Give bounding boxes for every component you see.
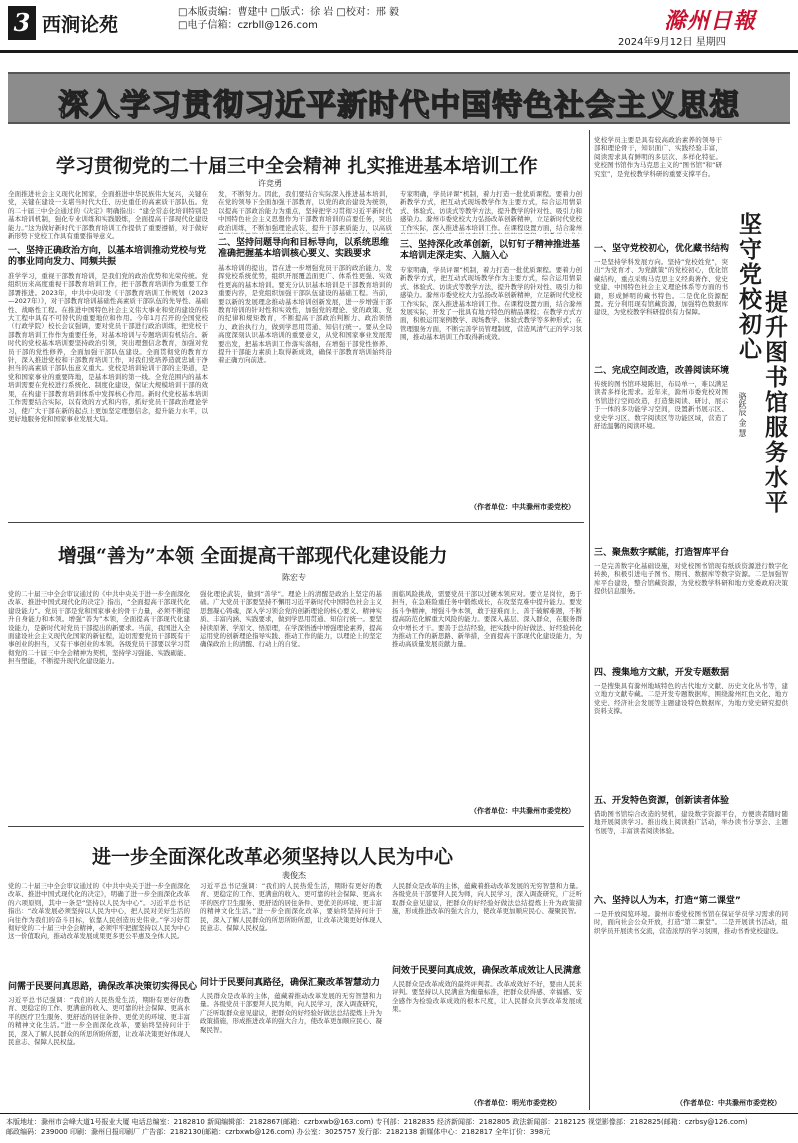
- article-3-body: 习近平总书记强调：“我们的人民热爱生活，期盼有更好的教育、更稳定的工作、更满意的收入、更可靠的社会保障、更高水平的医疗卫生服务、更舒适的居住条件、更优美的环境、更丰富的精神文化生活。”进一步全面深化改革，要始终坚持问计于民，深入了解人民群众的所思所盼所愿，让改革决策更好体现人民意志、保障人民权益。: [200, 882, 382, 933]
- article-1-title: 学习贯彻党的二十届三中全会精神 扎实推进基本培训工作: [56, 155, 538, 177]
- article-4-subhead-3: 三、聚焦数字赋能，打造智库平台: [594, 548, 730, 558]
- article-1-body: 全面推进社会主义现代化国家，全面推进中华民族伟大复兴，关键在党，关键在建设一支堪当时代大任、历史重任的高素质干部队伍。党的二十届三中全会通过的《决定》明确指出：“建全常态化培训特别是基本培训机制，强化专业训练和实践锻炼，全面提高干部现代化建设能力。”这为做好新时代干部教育培训工作提供了重要遵循，对于做好新形势下党校工作具有重要指导意义。: [8, 190, 208, 241]
- article-2-note: （作者单位：中共滁州市委党校）: [470, 807, 575, 815]
- header-rule: [0, 50, 798, 53]
- staff-line: □本版责编：曹建中 □版式：徐 岩 □校对：邢 毅: [178, 7, 400, 18]
- page-section-name: 西涧论苑: [42, 14, 119, 36]
- headline-banner: [8, 72, 790, 124]
- article-4-author: 骆跃辰 金 慧: [738, 392, 747, 438]
- article-3-body: 党的二十届三中全会审议通过的《中共中央关于进一步全面深化改革、推进中国式现代化的决定》，明确了进一步全面深化改革的六项原则，其中一条是“坚持以人民为中心”。习近平总书记指出：“改革发展必须坚持以人民为中心，把人民对美好生活的向往作为我们的奋斗目标，依靠人民创造历史伟业。”学习好贯彻好党的二十届三中全会精神，必须牢牢把握坚持以人民为中心这一价值取向，推动改革发展成果更多更公平惠及全体人民。: [8, 882, 190, 941]
- article-1-author: 许竞勇: [258, 179, 282, 188]
- staff-info: [178, 6, 399, 32]
- article-2-body: 面临风险挑战，需要党员干部以过硬本领应对。要立足岗位，勇于担当，在急难险重任务中锻炼成长，在攻坚克难中提升能力。要发扬斗争精神，增强斗争本领，敢于迎难而上、善于破解难题，不断提高防范化解重大风险的能力。要深入基层、深入群众，在服务群众中增长才干。要善于总结经验，把实践中的好做法、好经验转化为推动工作的新思路、新举措，全面提高干部现代化建设能力，为推动高质量发展贡献力量。: [392, 590, 582, 649]
- article-4-note: （作者单位：中共滁州市委党校）: [676, 1099, 781, 1107]
- footer-line: 本版地址：滁州市会峰大道1号报业大厦 电话总编室：2182810 新闻编辑部：2182867(邮箱：czrbxwb@163.com) 专刊部：2182835 经济新闻部：2182805 政法新闻部：2182125 视觉影像部：2182825(邮箱：czrbsy@126.com): [6, 1118, 748, 1126]
- article-divider: [8, 826, 584, 827]
- banner-title: 深入学习贯彻习近平新时代中国特色社会主义思想: [58, 88, 740, 123]
- article-4-intro: 党校学员主要是具有较高政治素养的领导干部和理论骨干，知识面广、实践经验丰富，阅读需求具有鲜明的多层次、多样化特征。党校图书馆作为马克思主义的“图书馆”和“研究室”，是党校教学科研的重要支撑平台。: [594, 136, 722, 178]
- article-1-note: （作者单位：中共滁州市委党校）: [470, 503, 575, 511]
- article-1-body: 发，不断努力。因此，我们要结合实际深入推进基本培训，在党的领导下全面加强干部教育，以党的政治建设为统领，以提高干部政治能力为重点，坚持把学习贯彻习近平新时代中国特色社会主义思想作为干部教育培训的首要任务，突出政治训练，不断加强理论武装，提升干部素质能力，以高质: [218, 190, 392, 232]
- article-1-body: 专家明确，学员评课“机制，着力打造一批优质课程。要着力创新教学方式，把互动式现场教学作为主要方式，综合运用情景式、体验式、访谈式等教学方法，提升教学的针对性、吸引力和感染力。滁州市委党校大力弘扬改革创新精神，立足新时代党校工作实际，深入推进基本培训工作。在课程设置方面，结合滁州: [400, 190, 582, 232]
- article-3-body: 习近平总书记强调：“我们的人民热爱生活，期盼有更好的教育、更稳定的工作、更满意的收入、更可靠的社会保障、更高水平的医疗卫生服务、更舒适的居住条件、更优美的环境、更丰富的精神文化生活。”进一步全面深化改革，要始终坚持问计于民，深入了解人民群众的所思所盼所愿，让改革决策更好体现人民意志、保障人民权益。: [8, 996, 190, 1047]
- article-3-body: 人民群众是改革的主体，蕴藏着推动改革发展的无穷智慧和力量。各级党员干部要拜人民为师，向人民学习，深入调查研究，广泛听取群众意见建议，把群众的好经验好做法总结提炼上升为政策措施，形成推进改革的强大合力，使改革更加顺应民心、凝聚民智。: [392, 882, 582, 916]
- article-1-subhead-1: 一、坚持正确政治方向，以基本培训推动党校与党的事业同向发力、同频共振: [8, 246, 207, 267]
- article-4-body: 传统的图书馆环境陈旧，布局单一，难以满足读者多样化需求。近年来，滁州市委党校对图书馆进行空间改造，打造集阅读、研讨、展示于一体的多功能学习空间，设置新书展示区、党史学习区、数字阅读区等功能区域，营造了舒适温馨的阅读环境。: [594, 380, 728, 431]
- article-3-body: 人民群众是改革的主体，蕴藏着推动改革发展的无穷智慧和力量。各级党员干部要拜人民为师，向人民学习，深入调查研究，广泛听取群众意见建议，把群众的好经验好做法总结提炼上升为政策措施，形成推进改革的强大合力，使改革更加顺应民心、凝聚民智。: [200, 992, 382, 1034]
- article-3-subhead-1: 问需于民要问真思路，确保改革决策切实得民心: [8, 982, 198, 992]
- staff-email: □电子信箱：czrbll@126.com: [178, 20, 318, 31]
- article-4-body: 一是完善数字化基础设施，对党校图书馆现有纸质资源进行数字化转换，积极引进电子图书、期刊、数据库等数字资源。二是加强智库平台建设，整合馆藏资源，为党校教学科研和地方党委政府决策提供信息服务。: [594, 562, 788, 596]
- article-2-author: 陈宏专: [282, 573, 306, 582]
- article-4-title-line-1: 坚守党校初心: [735, 212, 761, 362]
- article-1-body: 基本培训的提出，旨在进一步增强党员干部的政治能力，发挥党校系统优势，组织开展覆盖面更广、体系性更强、实效性更高的基本培训。要充分认识基本培训是干部教育培训的重要内容，是党组织加强干部队伍建设的基础工程。当前，要以新的发展理念推动基本培训创新发展，进一步增强干部教育培训的针对性和实效性，加强党的理论、党的政策、党的纪律和规矩教育，不断提高干部政治判断力、政治领悟力、政治执行力，做到学思用贯通、知信行统一。要从全局高度深刻认识基本培训的重要意义，从党和国家事业发展需要出发，把基本培训工作落实落细，在增强干部党性修养、提升干部能力素质上取得新成效，确保干部教育培训始终沿着正确方向前进。: [218, 264, 392, 365]
- page-number: 3: [8, 6, 36, 40]
- article-1-subhead-2: 二、坚持问题导向和目标导向，以系统思维准确把握基本培训核心要义、实践要求: [218, 238, 390, 259]
- article-3-author: 裴俊杰: [282, 871, 306, 880]
- article-4-body: 一是搜集具有滁州地域特色的古代地方文献、历史文化丛书等，建立地方文献专藏。二是开发专题数据库，围绕滁州红色文化、地方党史、经济社会发展等主题建设特色数据库，为地方党史研究提供资料支撑。: [594, 682, 788, 716]
- article-3-subhead-2: 问计于民要问真路径，确保汇聚改革智慧动力: [200, 978, 381, 988]
- footer-line: 邮政编码：239000 印刷：滁州日报印刷厂 广告部：2182130(邮箱：czrbxwb@126.com) 办公室：3025757 发行部：2182138 新媒体中心：2182817 全年订价：398元: [6, 1128, 551, 1136]
- article-4-subhead-5: 五、开发特色资源，创新读者体验: [594, 796, 730, 806]
- newspaper-logo: 滁州日報: [664, 8, 757, 34]
- article-2-title: 增强“善为”本领 全面提高干部现代化建设能力: [58, 545, 448, 567]
- article-1-body: 准学学习，重视干部教育培训，是我们党的政治优势和光荣传统。党组织历来高度重视干部教育培训工作，把干部教育培训作为重要工作部署推进。2023年，中共中央印发《干部教育培训工作规划（2023—2027年）》，对干部教育培训基础性高素质干部队伍的先导性、基础性、战略性工程。在推进中国特色社会主义伟大事业和党的建设的伟大工程中具有不可替代的重要地位和作用。今年1月召开的全国党校（行政学院）校长会议强调，要对党员干部进行政治训练，把党校干部教育培训工作作为重要任务，对基本培训与专题培训有机结合。新时代的党校基本培训要坚持政治引领，突出理想信念教育，加强对党员干部的党性修养，全面加强干部队伍建设。全面贯彻党的教育方针，深入推进党校和干部教育培训工作，对我们党培养造就忠诚干净担当的高素质干部队伍意义重大。党校是培训轮训干部的主渠道，是党和国家事业的重要阵地，是基本培训的第一线。全党范围内的基本培训需要在党校进行系统化、制度化建设，保证大规模培训干部的效果，在构建干部教育培训体系中发挥核心作用。新时代党校基本培训工作需要结合实际，以有效的方式和内容，抓好党员干部政治理论学习，使广大干部在新的起点上更加坚定理想信念，提升能力水平，以更好地服务党和国家事业发展大局。: [8, 272, 208, 423]
- article-4-subhead-4: 四、搜集地方文献，开发专题数据: [594, 668, 730, 678]
- article-2-body: 党的二十届三中全会审议通过的《中共中央关于进一步全面深化改革、推进中国式现代化的决定》指出，“全面提高干部现代化建设能力”。党员干部是党和国家事业的骨干力量，必须不断提升自身能力和本领。增强“善为”本领，全面提高干部现代化建设能力，是新时代对党员干部提出的新要求。当前，我国进入全面建设社会主义现代化国家的新征程，迫切需要党员干部既有干事创业的担当，又有干事创业的本领。各级党员干部要以学习贯彻党的二十届三中全会精神为契机，坚持学习强能、实践砺能、担当塑能，不断提升现代化建设能力。: [8, 590, 190, 666]
- article-4-subhead-6: 六、坚持以人为本，打造“第二课堂”: [594, 896, 741, 906]
- article-3-subhead-3: 问效于民要问真成效，确保改革成效让人民满意: [392, 966, 582, 976]
- article-4-subhead-1: 一、坚守党校初心，优化藏书结构: [594, 244, 730, 254]
- article-divider: [8, 522, 584, 523]
- article-4-body: 借助图书馆综合改造的契机，建设数字资源平台，方便读者随时随地开展阅读学习。推出线上阅读推广活动，举办读书分享会、主题书展等，丰富读者阅读体验。: [594, 810, 788, 835]
- page-footer: [0, 1113, 798, 1143]
- column-divider: [589, 130, 590, 1110]
- article-1-subhead-3: 三、坚持深化改革创新，以钉钉子精神推进基本培训走深走实、入脑入心: [400, 240, 581, 261]
- article-4-subhead-2: 二、完成空间改造，改善阅读环境: [594, 366, 730, 376]
- article-4-title-line-2: 提升图书馆服务水平: [761, 290, 787, 515]
- article-3-body: 人民群众是改革成效的最终评判者。改革成效好不好，要由人民来评判。要坚持以人民满意为衡量标准，把群众获得感、幸福感、安全感作为检验改革成效的根本尺度，让人民群众共享改革发展成果。: [392, 980, 582, 1014]
- article-2-body: 强化理论武装，做到“善学”。理论上的清醒是政治上坚定的基础。广大党员干部要坚持不懈用习近平新时代中国特色社会主义思想凝心铸魂，深入学习领会党的创新理论的核心要义、精神实质、丰富内涵、实践要求，做到学思用贯通、知信行统一。要坚持读原著、学原文、悟原理，在学深悟透中增强理论素养，提高运用党的创新理论指导实践、推动工作的能力，以理论上的坚定确保政治上的清醒、行动上的自觉。: [200, 590, 382, 649]
- article-3-title: 进一步全面深化改革必须坚持以人民为中心: [92, 846, 454, 868]
- article-4-body: 一是开放阅览环境。滁州市委党校图书馆在保证学员学习需求的同时，面向社会公众开放，打造“第二课堂”。二是开展读书活动，组织学员开展读书交流，营造浓厚的学习氛围，推动书香党校建设。: [594, 910, 788, 935]
- article-1-body: 专家明确，学员评课“机制，着力打造一批优质课程。要着力创新教学方式，把互动式现场教学作为主要方式，综合运用情景式、体验式、访谈式等教学方法，提升教学的针对性、吸引力和感染力。滁州市委党校大力弘扬改革创新精神，立足新时代党校工作实际，深入推进基本培训工作。在课程设置方面，结合滁州发展实际，开发了一批具有地方特色的精品课程；在教学方式方面，积极运用案例教学、现场教学、体验式教学等多种形式；在管理服务方面，不断完善学员管理制度，营造风清气正的学习氛围，推动基本培训工作取得新成效。: [400, 266, 582, 342]
- article-4-body: 一是坚持学科发展方向。坚持“党校姓党”，突出“为党育才、为党献策”的党校初心，优化馆藏结构，重点采购马克思主义经典著作、党史党建、中国特色社会主义理论体系等方面的书籍，形成鲜明的藏书特色。二是优化资源配置。充分利用现有馆藏资源，加强特色数据库建设，为党校教学科研提供有力保障。: [594, 258, 728, 317]
- article-3-note: （作者单位：明光市委党校）: [470, 1099, 561, 1107]
- issue-date: 2024年9月12日 星期四: [618, 37, 726, 48]
